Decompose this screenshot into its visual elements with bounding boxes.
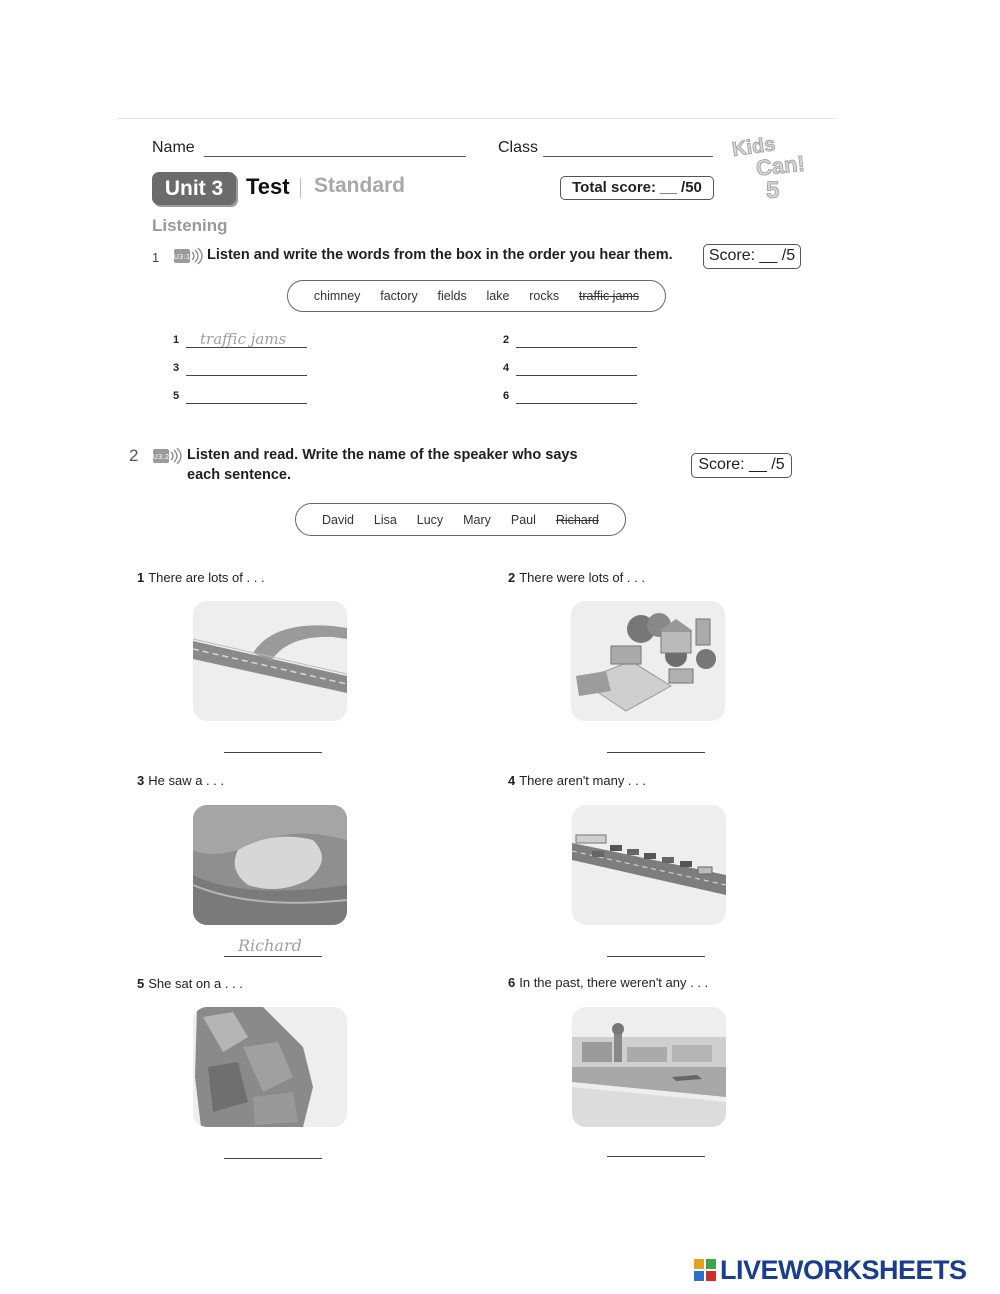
answer-number: 5 bbox=[173, 390, 180, 402]
word-chimney: chimney bbox=[313, 289, 361, 303]
name-label: Name bbox=[152, 139, 195, 156]
answer-5-input[interactable] bbox=[186, 403, 307, 404]
exercise2-instruction-line1: Listen and read. Write the name of the speaker who says bbox=[187, 447, 578, 463]
exercise2-score-box: Score: __ /5 bbox=[691, 453, 792, 478]
word-rocks: rocks bbox=[529, 289, 560, 303]
svg-text:5: 5 bbox=[766, 177, 780, 202]
svg-text:U3:1: U3:1 bbox=[173, 253, 191, 261]
audio-speaker-icon[interactable] bbox=[152, 446, 184, 466]
word-traffic-jams: traffic jams bbox=[578, 289, 640, 303]
name-david: David bbox=[321, 512, 354, 527]
motorway-picture bbox=[193, 601, 347, 721]
traffic-picture bbox=[572, 805, 726, 925]
name-field[interactable] bbox=[204, 156, 466, 157]
item-5-answer-input[interactable] bbox=[224, 1158, 322, 1159]
item-3-answer-input[interactable]: Richard bbox=[238, 936, 302, 955]
liveworksheets-logo-icon bbox=[694, 1259, 716, 1281]
answer-number: 3 bbox=[173, 362, 180, 374]
name-lisa: Lisa bbox=[373, 512, 397, 527]
item-6-prompt: 6 In the past, there weren't any . . . bbox=[508, 975, 709, 990]
rock-picture bbox=[193, 1007, 347, 1127]
item-2-prompt: 2 There were lots of . . . bbox=[508, 570, 645, 585]
exercise1-word-box bbox=[287, 280, 666, 312]
svg-text:Kids: Kids bbox=[730, 133, 777, 162]
svg-text:Can!: Can! bbox=[754, 150, 806, 181]
name-lucy: Lucy bbox=[416, 512, 444, 527]
word-fields: fields bbox=[437, 289, 467, 303]
answer-number: 1 bbox=[173, 334, 180, 346]
class-field[interactable] bbox=[543, 156, 713, 157]
answer-number: 4 bbox=[503, 362, 510, 374]
item-1-prompt: 1 There are lots of . . . bbox=[137, 570, 265, 585]
answer-2-input[interactable] bbox=[516, 347, 637, 348]
item-3-prompt: 3 He saw a . . . bbox=[137, 773, 225, 788]
class-label: Class bbox=[498, 139, 539, 156]
exercise2-number: 2 bbox=[129, 446, 139, 465]
total-score-box: Total score: __ /50 bbox=[560, 176, 714, 200]
word-lake: lake bbox=[486, 289, 510, 303]
section-title: Listening bbox=[152, 216, 228, 235]
item-4-prompt: 4 There aren't many . . . bbox=[508, 773, 646, 788]
item-4-answer-input[interactable] bbox=[607, 956, 705, 957]
brand-name: LIVEWORKSHEETS bbox=[720, 1254, 967, 1285]
svg-text:U3:2: U3:2 bbox=[152, 453, 170, 461]
exercise2-instruction-line2: each sentence. bbox=[187, 467, 291, 483]
audio-speaker-icon[interactable] bbox=[173, 246, 205, 266]
liveworksheets-brand[interactable] bbox=[694, 1256, 967, 1284]
name-mary: Mary bbox=[463, 512, 491, 527]
unit-badge: Unit 3 bbox=[152, 172, 236, 205]
answer-number: 2 bbox=[503, 334, 510, 346]
answer-1-input[interactable]: traffic jams bbox=[200, 330, 287, 348]
answer-4-input[interactable] bbox=[516, 375, 637, 376]
answer-3-input[interactable] bbox=[186, 375, 307, 376]
title-separator bbox=[300, 178, 301, 198]
item-1-answer-input[interactable] bbox=[224, 752, 322, 753]
name-richard: Richard bbox=[555, 512, 599, 527]
answer-6-input[interactable] bbox=[516, 403, 637, 404]
farm-picture bbox=[571, 601, 725, 721]
lake-picture bbox=[193, 805, 347, 925]
exercise1-instruction: Listen and write the words from the box in the order you hear them. bbox=[207, 247, 673, 263]
answer-number: 6 bbox=[503, 390, 510, 402]
level-title: Standard bbox=[314, 174, 406, 197]
test-title: Test bbox=[246, 174, 290, 199]
exercise2-name-box bbox=[295, 503, 626, 536]
item-5-prompt: 5 She sat on a . . . bbox=[137, 976, 243, 991]
answer-line bbox=[224, 956, 322, 957]
kids-can-logo bbox=[728, 132, 806, 202]
top-divider bbox=[118, 118, 836, 119]
item-6-answer-input[interactable] bbox=[607, 1156, 705, 1157]
word-factory: factory bbox=[380, 289, 418, 303]
airport-picture bbox=[572, 1007, 726, 1127]
name-paul: Paul bbox=[510, 512, 536, 527]
exercise1-score-box: Score: __ /5 bbox=[703, 244, 801, 269]
item-2-answer-input[interactable] bbox=[607, 752, 705, 753]
exercise1-number: 1 bbox=[152, 250, 160, 265]
